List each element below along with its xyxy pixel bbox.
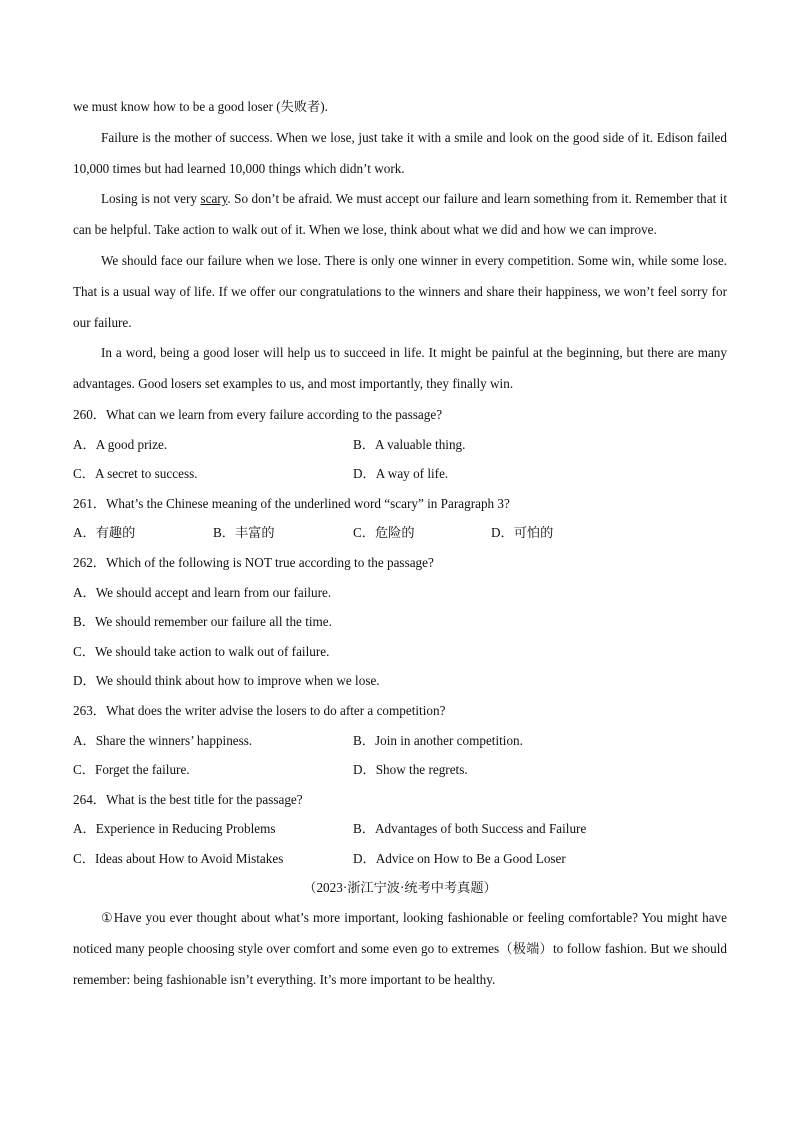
passage-paragraph-3: We should face our failure when we lose. There is only one winner in every competition. Some win, while some lose. That is a usual way of life. If we offer our congratulations to the winners and share their happiness, we won’t feel sorry for our failure. [73,252,727,330]
question-264-option-c: C．Ideas about How to Avoid Mistakes [73,850,284,866]
question-262-stem: 262．Which of the following is NOT true according to the passage? [73,554,434,570]
question-263-options-row-2 [73,755,727,785]
question-264-option-a: A．Experience in Reducing Problems [73,821,276,837]
question-264-option-b: B．Advantages of both Success and Failure [353,821,587,837]
question-261-stem: 261．What’s the Chinese meaning of the underlined word “scary” in Paragraph 3? [73,495,510,511]
question-264-options-row-2 [73,844,727,874]
question-260-options-row-2 [73,459,727,489]
question-262-option-c: C．We should take action to walk out of failure. [73,643,330,659]
passage-paragraph-1: Failure is the mother of success. When we lose, just take it with a smile and look on the good side of it. Edison failed 10,000 times but had learned 10,000 things which didn’t work. [73,129,727,176]
passage-paragraph-4: In a word, being a good loser will help us to succeed in life. It might be painful at the beginning, but there are many advantages. Good losers set examples to us, and most importantly, they finally win. [73,345,727,392]
question-260-option-d: D．A way of life. [353,466,449,482]
next-passage-paragraph-1: ①Have you ever thought about what’s more important, looking fashionable or feeling comfortable? You might have noticed many people choosing style over comfort and some even go to extremes（极端）to follow fashion. But we should remember: being fashionable isn’t everything. It’s more important to be healthy. [73,910,727,987]
document-page [73,92,727,995]
question-260-option-a: A．A good prize. [73,436,168,452]
question-261-option-d: D．可怕的 [491,525,554,541]
question-262-option-d: D．We should think about how to improve when we lose. [73,673,380,689]
question-264-stem: 264．What is the best title for the passage? [73,791,303,807]
question-264-option-d: D．Advice on How to Be a Good Loser [353,850,566,866]
paragraph-2-rest: . So don’t be afraid. We must accept our failure and learn something from it. Remember that it can be helpful. Take action to walk out of it. When we lose, think about what we did and how we can improve. [73,191,727,238]
question-260-stem: 260．What can we learn from every failure according to the passage? [73,406,443,422]
question-263-option-b: B．Join in another competition. [353,732,523,748]
question-263-options-row-1 [73,726,727,756]
underlined-word-scary: scary [200,191,228,207]
question-263-stem: 263．What does the writer advise the losers to do after a competition? [73,702,446,718]
passage-paragraph-2 [73,184,727,246]
question-261-option-c: C．危险的 [353,525,415,541]
question-261-option-a: A．有趣的 [73,525,136,541]
question-263-option-c: C．Forget the failure. [73,762,190,778]
question-262-option-a: A．We should accept and learn from our failure. [73,584,332,600]
question-261-option-b: B．丰富的 [213,525,275,541]
passage-paragraph-0: we must know how to be a good loser (失败者). [73,99,328,114]
question-260-options-row-1 [73,430,727,460]
paragraph-2-start: Losing is not very [101,191,201,207]
question-262-option-b: B．We should remember our failure all the time. [73,614,332,630]
question-261-options-row [73,518,727,548]
question-263-option-a: A．Share the winners’ happiness. [73,732,253,748]
exam-source-label: （2023·浙江宁波·统考中考真题） [303,880,497,896]
question-264-options-row-1 [73,814,727,844]
question-260-option-b: B．A valuable thing. [353,436,466,452]
question-260-option-c: C．A secret to success. [73,466,198,482]
question-263-option-d: D．Show the regrets. [353,762,468,778]
